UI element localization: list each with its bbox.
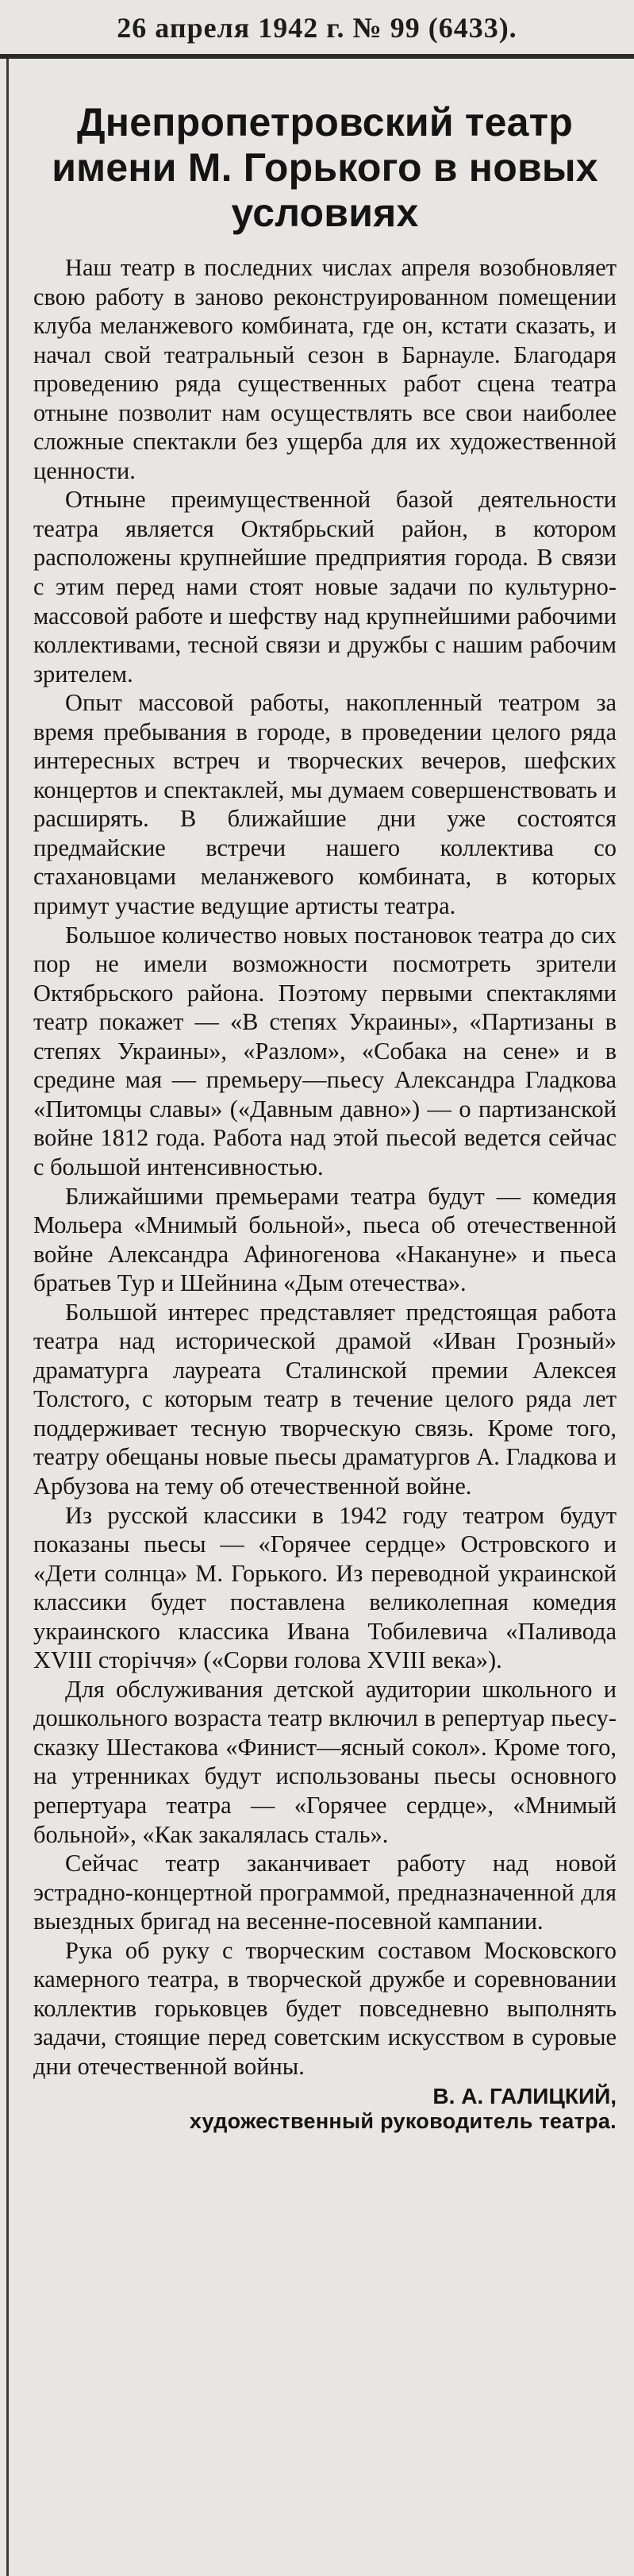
article-paragraph: Наш театр в последних числах апреля возобновляет свою работу в заново реконструированном помещении клуба меланжевого комбината, где он, кстати сказать, и начал свой театральный сезон в Барнауле. Благодаря проведению ряда существенных работ сцена театра отныне позволит нам осуществлять все свои наиболее сложные спектакли без ущерба для их художественной ценности. bbox=[33, 254, 617, 484]
dateline: 26 апреля 1942 г. № 99 (6433). bbox=[117, 12, 517, 44]
article-paragraph: Отныне преимущественной базой деятельности театра является Октябрьский район, в котором расположены крупнейшие предприятия города. В связи с этим перед нами стоят новые задачи по культурно-массовой работе и шефству над крупнейшими рабочими коллективами, тесной связи и дружбы с нашим рабочим зрителем. bbox=[33, 486, 617, 687]
article-paragraph: Опыт массовой работы, накопленный театром за время пребывания в городе, в проведении целого ряда интересных встреч и творческих вечеров, шефских концертов и спектаклей, мы думаем совершенствовать и расширять. В ближайшие дни уже состоятся предмайские встречи нашего коллектива со стахановцами меланжевого комбината, в которых примут участие ведущие артисты театра. bbox=[33, 689, 617, 920]
article-paragraph: Для обслуживания детской аудитории школьного и дошкольного возраста театр включил в репертуар пьесу-сказку Шестакова «Финист—ясный сокол». Кроме того, на утренниках будут использованы пьесы основного репертуара театра — «Горячее сердце», «Мнимый больной», «Как закалялась сталь». bbox=[33, 1675, 617, 1848]
article-paragraph: Сейчас театр заканчивает работу над новой эстрадно-концертной программой, предназначенной для выездных бригад на весенне-посевной кампании. bbox=[33, 1850, 617, 1935]
author-name: В. А. ГАЛИЦКИЙ, bbox=[432, 2084, 617, 2109]
author-role: художественный руководитель театра. bbox=[189, 2109, 617, 2134]
masthead-rule bbox=[0, 54, 634, 59]
article-paragraph: Большое количество новых постановок театра до сих пор не имели возможности посмотреть зрители Октябрьского района. Поэтому первыми спектаклями театр покажет — «В степях Украины», «Партизаны в степях Украины», «Разлом», «Собака на сене» и в средине мая — премьеру—пьесу Александра Гладкова «Питомцы славы» («Давным давно») — о партизанской войне 1812 года. Работа над этой пьесой ведется сейчас с большой интенсивностью. bbox=[33, 921, 617, 1180]
article-paragraph: Ближайшими премьерами театра будут — комедия Мольера «Мнимый больной», пьеса об отечественной войне Александра Афиногенова «Накануне» и пьеса братьев Тур и Шейнина «Дым отечества». bbox=[33, 1182, 617, 1297]
column-rule bbox=[6, 59, 9, 2576]
article-paragraph: Большой интерес представляет предстоящая работа театра над исторической драмой «Иван Грозный» драматурга лауреата Сталинской премии Алексея Толстого, с которым театр в течение целого ряда лет поддерживает тесную творческую связь. Кроме того, театру обещаны новые пьесы драматургов А. Гладкова и Арбузова на тему об отечественной войне. bbox=[33, 1298, 617, 1500]
article-body bbox=[33, 253, 617, 2081]
article-paragraph: Рука об руку с творческим составом Московского камерного театра, в творческой дружбе и соревновании коллектив горьковцев будет повседневно выполнять задачи, стоящие перед советским искусством в суровые дни отечественной войны. bbox=[33, 1936, 617, 2080]
article-headline: Днепропетровский театр имени М. Горького в новых условиях bbox=[52, 100, 598, 235]
article bbox=[33, 100, 617, 2134]
article-paragraph: Из русской классики в 1942 году театром будут показаны пьесы — «Горячее сердце» Островского и «Дети солнца» М. Горького. Из переводной украинской классики будет поставлена великолепная комедия украинского классика Ивана Тобилевича «Паливода XVIII сторiччя» («Сорви голова XVIII века»). bbox=[33, 1501, 617, 1674]
